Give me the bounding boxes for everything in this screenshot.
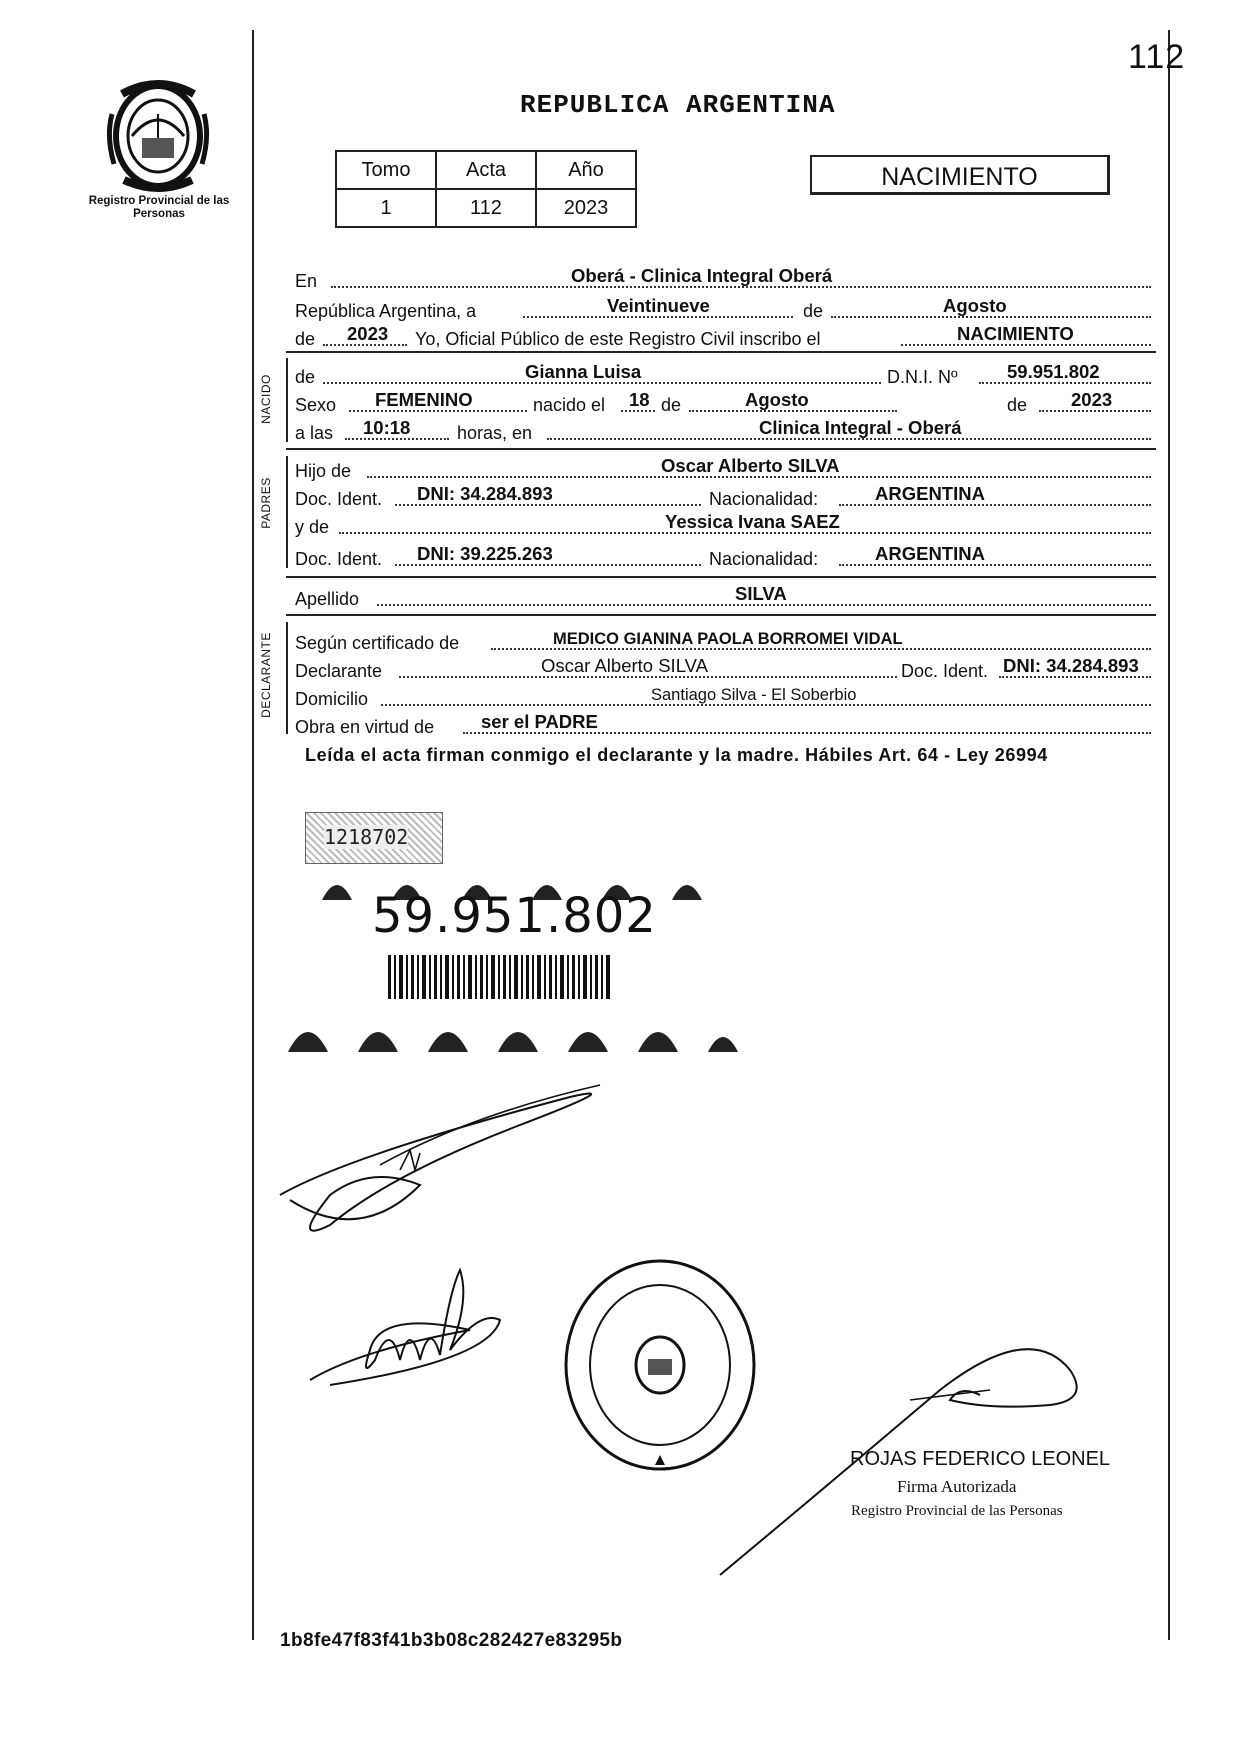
row-declarante <box>295 652 1155 682</box>
row-hora <box>295 414 1155 444</box>
closing-text: Leída el acta firman conmigo el declarante y la madre. Hábiles Art. 64 - Ley 26994 <box>305 745 1048 765</box>
official-role: Firma Autorizada <box>897 1477 1017 1496</box>
label-apellido: Apellido <box>295 589 360 609</box>
row-anio <box>295 320 1155 350</box>
value-domicilio: Santiago Silva - El Soberbio <box>651 686 857 704</box>
value-mes: Agosto <box>943 295 1007 316</box>
value-mes-nac: Agosto <box>745 389 809 410</box>
value-acta: 112 <box>436 189 536 227</box>
row-domicilio <box>295 680 1155 710</box>
label-doc-ident-madre: Doc. Ident. <box>295 549 383 569</box>
label-nacionalidad-padre: Nacionalidad: <box>709 489 819 509</box>
divider-4 <box>286 614 1156 616</box>
label-sexo: Sexo <box>295 395 337 415</box>
value-padre-nac: ARGENTINA <box>875 483 985 504</box>
record-type: NACIMIENTO <box>810 155 1110 195</box>
row-sexo <box>295 386 1155 416</box>
label-nacionalidad-madre: Nacionalidad: <box>709 549 819 569</box>
country-title: REPUBLICA ARGENTINA <box>520 90 836 120</box>
divider-1 <box>286 351 1156 353</box>
registry-name: Registro Provincial de las Personas <box>88 195 230 220</box>
official-registry: Registro Provincial de las Personas <box>851 1503 1063 1519</box>
value-tomo: 1 <box>336 189 436 227</box>
value-hora: 10:18 <box>363 417 411 438</box>
value-madre-nac: ARGENTINA <box>875 543 985 564</box>
label-obra-en-virtud: Obra en virtud de <box>295 717 435 737</box>
mother-signature <box>300 1260 520 1400</box>
row-madre <box>295 508 1155 538</box>
row-madre-doc <box>295 540 1155 570</box>
label-de-nombre: de <box>295 367 316 387</box>
header-anio: Año <box>536 151 636 189</box>
value-acto: NACIMIENTO <box>957 323 1074 344</box>
declarante-bracket <box>286 622 288 734</box>
label-dni: D.N.I. Nº <box>887 367 958 387</box>
nacido-bracket <box>286 358 288 442</box>
document-hash: 1b8fe47f83f41b3b08c282427e83295b <box>280 1630 623 1651</box>
row-certificado <box>295 624 1155 654</box>
value-declarante: Oscar Alberto SILVA <box>541 655 708 676</box>
value-dni: 59.951.802 <box>1007 361 1100 382</box>
provincial-crest-icon <box>102 74 214 194</box>
value-dia: Veintinueve <box>607 295 710 316</box>
value-apellido: SILVA <box>735 583 787 604</box>
label-de-b1: de <box>661 395 682 415</box>
label-republica: República Argentina, a <box>295 301 477 321</box>
stamp-small-box <box>305 812 443 864</box>
label-declarante: Declarante <box>295 661 383 681</box>
row-obra <box>295 708 1155 738</box>
label-segun-certificado: Según certificado de <box>295 633 460 653</box>
padres-bracket <box>286 456 288 568</box>
page-number: 112 <box>1128 38 1186 76</box>
label-yo-oficial: Yo, Oficial Público de este Registro Civil inscribo el <box>415 329 821 349</box>
declarant-signature <box>270 1075 650 1245</box>
value-sexo: FEMENINO <box>375 389 473 410</box>
row-nombre <box>295 358 1155 388</box>
side-label-padres: PADRES <box>259 477 273 529</box>
label-nacido-el: nacido el <box>533 395 606 415</box>
value-obra: ser el PADRE <box>481 711 598 732</box>
value-certificado: MEDICO GIANINA PAOLA BORROMEI VIDAL <box>553 630 903 648</box>
label-de-anio: de <box>295 329 316 349</box>
right-margin-line <box>1168 30 1170 1640</box>
official-name: ROJAS FEDERICO LEONEL <box>850 1448 1111 1470</box>
row-lugar <box>295 262 1155 292</box>
value-madre-doc: DNI: 39.225.263 <box>417 543 553 564</box>
label-doc-ident-declarante: Doc. Ident. <box>901 661 989 681</box>
value-nombre: Gianna Luisa <box>525 361 642 382</box>
value-declarante-doc: DNI: 34.284.893 <box>1003 655 1139 676</box>
row-apellido <box>295 580 1155 610</box>
label-y-de: y de <box>295 517 330 537</box>
side-label-nacido: NACIDO <box>259 374 273 424</box>
value-lugar-nac: Clinica Integral - Oberá <box>759 417 962 438</box>
row-padre-doc <box>295 480 1155 510</box>
value-anio: 2023 <box>347 323 389 344</box>
barcode-icon <box>388 955 618 999</box>
label-en: En <box>295 271 318 291</box>
value-padre-doc: DNI: 34.284.893 <box>417 483 553 504</box>
side-label-declarante: DECLARANTE <box>259 632 273 718</box>
stamp-small-number: 1218702 <box>324 825 409 849</box>
label-domicilio: Domicilio <box>295 689 369 709</box>
label-de-b2: de <box>1007 395 1028 415</box>
label-a-las: a las <box>295 423 334 443</box>
label-doc-ident-padre: Doc. Ident. <box>295 489 383 509</box>
left-margin-line <box>252 30 254 1640</box>
row-padre <box>295 452 1155 482</box>
divider-2 <box>286 448 1156 450</box>
row-fecha <box>295 292 1155 322</box>
header-acta: Acta <box>436 151 536 189</box>
divider-3 <box>286 576 1156 578</box>
label-de: de <box>803 301 824 321</box>
value-madre: Yessica Ivana SAEZ <box>665 511 840 532</box>
stamp-pattern-bottom <box>288 1010 738 1054</box>
record-table <box>335 150 637 228</box>
stamp-dni: 59.951.802 <box>372 888 657 944</box>
value-anio-nac: 2023 <box>1071 389 1113 410</box>
value-dia-nac: 18 <box>629 389 650 410</box>
label-horas-en: horas, en <box>457 423 533 443</box>
value-padre: Oscar Alberto SILVA <box>661 455 840 476</box>
header-tomo: Tomo <box>336 151 436 189</box>
value-lugar: Oberá - Clinica Integral Oberá <box>571 265 833 286</box>
value-anio: 2023 <box>536 189 636 227</box>
label-hijo-de: Hijo de <box>295 461 352 481</box>
